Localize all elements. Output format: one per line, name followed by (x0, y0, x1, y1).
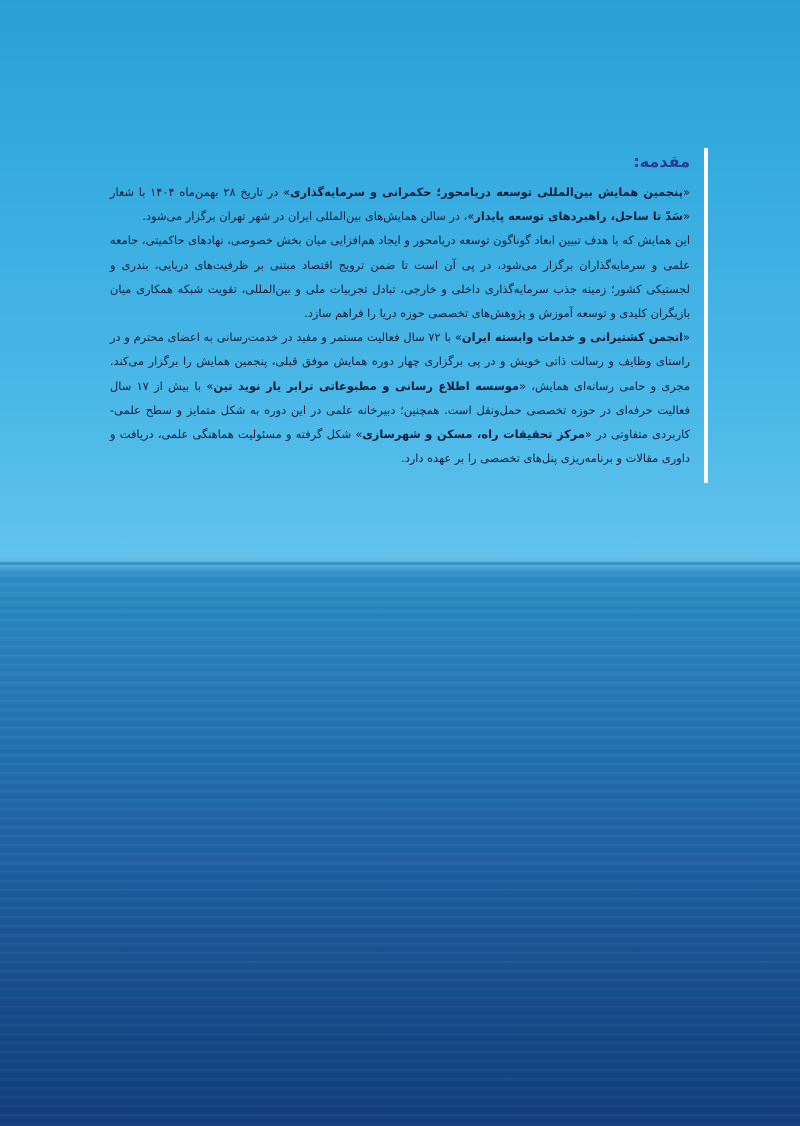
p1-text-1: « (683, 185, 690, 199)
section-heading: مقدمه: (633, 152, 690, 171)
p3-media-institute: موسسه اطلاع رسانی و مطبوعاتی ترابر یار نوید تین (213, 378, 520, 393)
p3-association-name: انجمن کشتیرانی و خدمات وابسته ایران (461, 330, 684, 345)
horizon-line (0, 562, 800, 565)
accent-bar (704, 148, 708, 483)
p1-conference-title: پنجمین همایش بین‌المللی توسعه دریامحور؛ حکمرانی و سرمایه‌گذاری (290, 185, 683, 199)
p3-text-4: » شکل گرفته و مسئولیت هماهنگی علمی، دریافت و داوری مقالات و برنامه‌ریزی پنل‌های تخصصی را بر عهده دارد. (110, 427, 690, 466)
p1-text-3: »، در سالن همایش‌های بین‌المللی ایران در شهر تهران برگزار می‌شود. (142, 209, 475, 224)
p3-text-3: » با بیش از ۱۷ سال فعالیت حرفه‌ای در حوزه تخصصی حمل‌ونقل است. همچنین؛ دبیرخانه علمی در این دوره به شکل متمایز و سطح علمی- کاربردی متفاوتی در « (110, 378, 690, 442)
p1-slogan: سَدّ تا ساحل، راهبردهای توسعه پایدار (474, 209, 684, 224)
intro-section (110, 150, 690, 470)
p1-text-2: » در تاریخ ۲۸ بهمن‌ماه ۱۴۰۴ با شعار « (110, 185, 690, 224)
p3-research-center: مرکز تحقیقات راه، مسکن و شهرسازی (362, 427, 585, 442)
p3-text-1: « (683, 330, 690, 345)
p3-text-2: » با ۷۲ سال فعالیت مستمر و مفید در خدمت‌رسانی به اعضای محترم و در راستای وظایف و رسالت ذاتی خویش و در پی برگزاری چهار دوره همایش موفق قبلی، پنجمین همایش را برگزار می‌کند. مجری و حامی رسانه‌ای همایش، « (110, 330, 690, 393)
paragraph-1 (110, 180, 690, 228)
paragraph-2: این همایش که با هدف تبیین ابعاد گوناگون توسعه دریامحور و ایجاد هم‌افزایی میان بخش خصوصی، نهادهای حاکمیتی، جامعه علمی و سرمایه‌گذاران برگزار می‌شود، در پی آن است تا ضمن ترویج اقتصاد مبتنی بر ظرفیت‌های دریایی، بندری و لجستیکی کشور؛ زمینه جذب سرمایه‌گذاری داخلی و خارجی، تبادل تجربیات ملی و بین‌المللی، تقویت شبکه همکاری میان بازیگران کلیدی و توسعه آموزش و پژوهش‌های تخصصی حوزه دریا را فراهم سازد. (110, 233, 690, 321)
sea-water-texture (0, 565, 800, 1126)
paragraph-3 (110, 325, 690, 470)
